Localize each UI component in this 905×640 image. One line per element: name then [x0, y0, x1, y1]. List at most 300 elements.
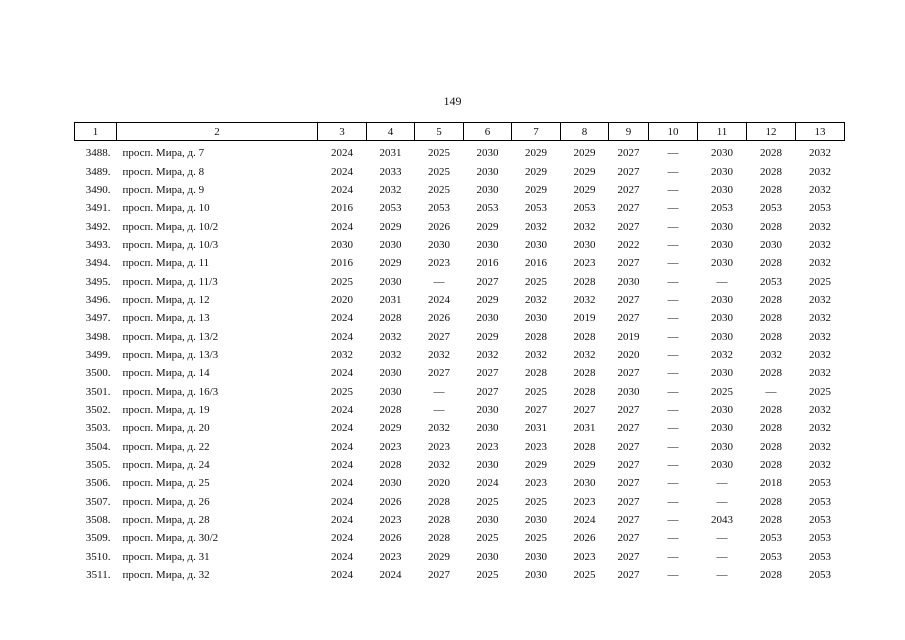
year-cell: 2029	[573, 183, 596, 196]
year-cell: 2024	[331, 183, 353, 196]
year-cell: —	[667, 440, 679, 453]
address-cell: просп. Мира, д. 19	[122, 403, 210, 416]
year-cell: —	[433, 275, 445, 288]
year-cell: 2032	[379, 348, 402, 361]
year-cell: —	[667, 477, 679, 490]
year-cell: 2027	[617, 422, 640, 435]
address-cell: просп. Мира, д. 16/3	[122, 385, 219, 398]
year-cell: 2028	[573, 330, 596, 343]
row-number: 3497.	[85, 312, 111, 325]
row-number: 3507.	[85, 495, 111, 508]
year-cell: 2029	[573, 459, 596, 472]
year-cell: 2030	[476, 312, 499, 325]
year-cell: —	[667, 385, 679, 398]
column-header-7: 7	[512, 123, 561, 141]
year-cell: 2030	[379, 275, 402, 288]
year-cell: 2043	[711, 514, 733, 527]
year-cell: 2025	[525, 495, 547, 508]
year-cell: 2028	[760, 495, 782, 508]
address-cell: просп. Мира, д. 10/2	[122, 220, 219, 233]
year-cell: 2027	[617, 257, 640, 270]
year-cell: 2053	[711, 202, 733, 215]
year-cell: 2032	[809, 293, 831, 306]
year-cell: 2053	[760, 550, 782, 563]
year-cell: 2032	[809, 257, 831, 270]
year-cell: 2024	[331, 220, 353, 233]
year-cell: 2020	[617, 348, 640, 361]
year-cell: 2029	[573, 147, 596, 160]
year-cell: 2029	[379, 422, 402, 435]
year-cell: 2030	[525, 569, 547, 582]
year-cell: 2032	[428, 459, 450, 472]
row-number: 3509.	[85, 532, 111, 545]
year-cell: —	[667, 330, 679, 343]
year-cell: 2032	[573, 293, 596, 306]
year-cell: 2024	[331, 459, 353, 472]
year-cell: 2025	[525, 532, 547, 545]
year-cell: 2028	[760, 422, 782, 435]
year-cell: 2027	[617, 165, 640, 178]
row-number: 3499.	[85, 348, 111, 361]
year-cell: 2028	[428, 514, 450, 527]
year-cell: 2025	[476, 532, 499, 545]
year-cell: —	[667, 532, 679, 545]
year-cell: 2030	[711, 422, 733, 435]
year-cell: 2027	[476, 367, 499, 380]
year-cell: 2016	[525, 257, 547, 270]
year-cell: 2030	[711, 257, 733, 270]
year-cell: 2028	[760, 403, 782, 416]
column-header-8: 8	[561, 123, 609, 141]
year-cell: 2030	[476, 183, 499, 196]
table-row	[75, 309, 845, 327]
year-cell: 2030	[760, 238, 782, 251]
address-cell: просп. Мира, д. 13/3	[122, 348, 219, 361]
year-cell: 2023	[573, 550, 596, 563]
year-cell: 2027	[617, 220, 640, 233]
address-cell: просп. Мира, д. 30/2	[122, 532, 219, 545]
year-cell: 2030	[525, 550, 547, 563]
year-cell: 2028	[760, 293, 782, 306]
row-number: 3488.	[85, 147, 111, 160]
year-cell: 2028	[760, 165, 782, 178]
year-cell: 2023	[525, 477, 547, 490]
address-cell: просп. Мира, д. 9	[122, 183, 205, 196]
year-cell: 2024	[331, 440, 353, 453]
table-row	[75, 272, 845, 290]
year-cell: 2030	[711, 330, 733, 343]
year-cell: 2025	[476, 569, 499, 582]
table-row	[75, 566, 845, 584]
year-cell: 2024	[331, 330, 353, 343]
year-cell: 2023	[525, 440, 547, 453]
table-body	[75, 141, 845, 585]
year-cell: 2032	[809, 348, 831, 361]
row-number: 3494.	[85, 257, 111, 270]
year-cell: 2029	[476, 220, 499, 233]
year-cell: 2024	[379, 569, 402, 582]
year-cell: 2023	[379, 440, 402, 453]
year-cell: 2025	[809, 385, 831, 398]
year-cell: 2029	[573, 165, 596, 178]
year-cell: 2027	[617, 514, 640, 527]
year-cell: 2030	[711, 459, 733, 472]
year-cell: 2026	[379, 495, 402, 508]
year-cell: 2028	[573, 367, 596, 380]
year-cell: 2029	[525, 459, 547, 472]
year-cell: 2024	[331, 514, 353, 527]
year-cell: 2053	[809, 495, 831, 508]
table-row	[75, 217, 845, 235]
year-cell: 2032	[809, 165, 831, 178]
row-number: 3510.	[85, 550, 111, 563]
year-cell: 2030	[476, 459, 499, 472]
year-cell: 2028	[760, 440, 782, 453]
year-cell: 2028	[760, 257, 782, 270]
year-cell: 2025	[331, 275, 353, 288]
year-cell: 2030	[573, 238, 596, 251]
year-cell: 2030	[476, 422, 499, 435]
year-cell: 2024	[331, 422, 353, 435]
year-cell: 2027	[617, 403, 640, 416]
year-cell: 2029	[379, 257, 402, 270]
year-cell: 2027	[617, 459, 640, 472]
year-cell: 2019	[573, 312, 596, 325]
year-cell: 2027	[617, 312, 640, 325]
year-cell: 2025	[331, 385, 353, 398]
year-cell: 2053	[525, 202, 547, 215]
row-number: 3493.	[85, 238, 111, 251]
year-cell: 2027	[476, 385, 499, 398]
year-cell: 2029	[428, 550, 450, 563]
column-header-9: 9	[609, 123, 649, 141]
year-cell: 2024	[331, 550, 353, 563]
year-cell: 2053	[379, 202, 402, 215]
year-cell: 2026	[428, 312, 450, 325]
year-cell: 2028	[379, 403, 402, 416]
year-cell: 2030	[711, 238, 733, 251]
row-number: 3505.	[85, 459, 111, 472]
row-number: 3506.	[85, 477, 111, 490]
year-cell: 2032	[428, 348, 450, 361]
year-cell: 2028	[525, 367, 547, 380]
year-cell: 2030	[525, 312, 547, 325]
year-cell: 2016	[331, 257, 353, 270]
year-cell: 2032	[809, 440, 831, 453]
year-cell: 2030	[476, 403, 499, 416]
year-cell: 2024	[331, 569, 353, 582]
address-cell: просп. Мира, д. 32	[122, 569, 210, 582]
column-header-11: 11	[698, 123, 747, 141]
year-cell: 2028	[760, 147, 782, 160]
year-cell: 2028	[428, 495, 450, 508]
year-cell: 2025	[525, 385, 547, 398]
address-cell: просп. Мира, д. 13	[122, 312, 210, 325]
year-cell: 2027	[617, 367, 640, 380]
year-cell: 2030	[711, 293, 733, 306]
row-number: 3495.	[85, 275, 111, 288]
year-cell: —	[667, 165, 679, 178]
year-cell: 2053	[428, 202, 450, 215]
year-cell: 2030	[476, 550, 499, 563]
year-cell: 2024	[331, 495, 353, 508]
year-cell: 2028	[760, 514, 782, 527]
table-row	[75, 511, 845, 529]
year-cell: —	[667, 422, 679, 435]
year-cell: —	[433, 385, 445, 398]
year-cell: 2023	[379, 550, 402, 563]
address-cell: просп. Мира, д. 11	[122, 257, 210, 270]
address-cell: просп. Мира, д. 22	[122, 440, 210, 453]
year-cell: 2032	[525, 293, 547, 306]
year-cell: 2027	[617, 440, 640, 453]
year-cell: 2032	[711, 348, 733, 361]
year-cell: 2027	[617, 183, 640, 196]
year-cell: 2027	[617, 477, 640, 490]
year-cell: 2020	[331, 293, 353, 306]
row-number: 3502.	[85, 403, 111, 416]
year-cell: 2019	[617, 330, 640, 343]
year-cell: 2025	[428, 183, 450, 196]
year-cell: 2030	[711, 147, 733, 160]
year-cell: 2053	[809, 514, 831, 527]
year-cell: 2028	[379, 459, 402, 472]
year-cell: 2032	[573, 220, 596, 233]
year-cell: 2030	[379, 385, 402, 398]
column-header-1: 1	[75, 123, 117, 141]
year-cell: 2023	[428, 257, 450, 270]
address-cell: просп. Мира, д. 14	[122, 367, 210, 380]
year-cell: 2032	[573, 348, 596, 361]
column-header-3: 3	[318, 123, 367, 141]
year-cell: —	[716, 532, 728, 545]
year-cell: 2028	[760, 220, 782, 233]
year-cell: 2027	[428, 569, 450, 582]
year-cell: 2020	[428, 477, 450, 490]
address-cell: просп. Мира, д. 28	[122, 514, 210, 527]
year-cell: 2032	[525, 348, 547, 361]
row-number: 3500.	[85, 367, 111, 380]
year-cell: 2030	[711, 312, 733, 325]
year-cell: —	[667, 495, 679, 508]
year-cell: 2028	[428, 532, 450, 545]
year-cell: 2027	[617, 293, 640, 306]
year-cell: —	[667, 569, 679, 582]
year-cell: 2023	[573, 495, 596, 508]
year-cell: 2032	[809, 220, 831, 233]
address-cell: просп. Мира, д. 10/3	[122, 238, 219, 251]
row-number: 3508.	[85, 514, 111, 527]
year-cell: 2025	[573, 569, 596, 582]
year-cell: 2028	[379, 312, 402, 325]
year-cell: 2025	[711, 385, 733, 398]
year-cell: 2028	[573, 275, 596, 288]
year-cell: 2025	[809, 275, 831, 288]
year-cell: 2053	[573, 202, 596, 215]
year-cell: 2026	[428, 220, 450, 233]
table-row	[75, 401, 845, 419]
table-row	[75, 456, 845, 474]
year-cell: 2030	[711, 165, 733, 178]
table-row	[75, 474, 845, 492]
year-cell: —	[667, 275, 679, 288]
year-cell: 2028	[760, 459, 782, 472]
year-cell: 2028	[573, 440, 596, 453]
year-cell: 2024	[428, 293, 450, 306]
year-cell: —	[716, 477, 728, 490]
year-cell: 2030	[476, 165, 499, 178]
table-row	[75, 346, 845, 364]
year-cell: 2032	[809, 459, 831, 472]
row-number: 3489.	[85, 165, 111, 178]
address-cell: просп. Мира, д. 31	[122, 550, 210, 563]
year-cell: 2030	[379, 367, 402, 380]
year-cell: 2030	[711, 440, 733, 453]
year-cell: —	[667, 514, 679, 527]
year-cell: 2023	[428, 440, 450, 453]
year-cell: 2029	[525, 183, 547, 196]
page-number: 149	[443, 94, 462, 108]
year-cell: 2025	[525, 275, 547, 288]
year-cell: 2028	[760, 367, 782, 380]
year-cell: 2030	[525, 238, 547, 251]
year-cell: 2032	[525, 220, 547, 233]
year-cell: 2031	[379, 147, 402, 160]
year-cell: 2030	[331, 238, 353, 251]
year-cell: 2053	[760, 275, 782, 288]
year-cell: 2029	[525, 147, 547, 160]
year-cell: 2053	[809, 550, 831, 563]
year-cell: 2053	[760, 202, 782, 215]
table-row	[75, 236, 845, 254]
table-row	[75, 419, 845, 437]
table-row	[75, 162, 845, 180]
year-cell: 2027	[617, 202, 640, 215]
year-cell: 2030	[573, 477, 596, 490]
year-cell: 2053	[809, 477, 831, 490]
year-cell: —	[667, 257, 679, 270]
year-cell: 2027	[617, 532, 640, 545]
column-header-2: 2	[117, 123, 318, 141]
row-number: 3492.	[85, 220, 111, 233]
year-cell: 2028	[760, 569, 782, 582]
year-cell: 2053	[809, 532, 831, 545]
schedule-table	[74, 122, 845, 584]
year-cell: —	[716, 569, 728, 582]
year-cell: 2033	[379, 165, 402, 178]
year-cell: 2030	[379, 238, 402, 251]
row-number: 3496.	[85, 293, 111, 306]
year-cell: 2032	[476, 348, 499, 361]
year-cell: 2025	[476, 495, 499, 508]
year-cell: 2031	[573, 422, 596, 435]
year-cell: 2024	[331, 165, 353, 178]
table-row	[75, 327, 845, 345]
year-cell: —	[667, 403, 679, 416]
year-cell: 2053	[809, 202, 831, 215]
year-cell: 2030	[476, 514, 499, 527]
year-cell: 2026	[573, 532, 596, 545]
year-cell: 2029	[379, 220, 402, 233]
address-cell: просп. Мира, д. 12	[122, 293, 210, 306]
year-cell: 2030	[379, 477, 402, 490]
year-cell: 2030	[711, 220, 733, 233]
table-row	[75, 254, 845, 272]
year-cell: 2032	[809, 403, 831, 416]
year-cell: 2053	[760, 532, 782, 545]
year-cell: 2028	[573, 385, 596, 398]
table-row	[75, 141, 845, 163]
address-cell: просп. Мира, д. 10	[122, 202, 210, 215]
year-cell: 2028	[525, 330, 547, 343]
year-cell: 2032	[428, 422, 450, 435]
year-cell: 2027	[617, 550, 640, 563]
table-row	[75, 529, 845, 547]
year-cell: 2030	[428, 238, 450, 251]
table-row	[75, 438, 845, 456]
year-cell: 2029	[476, 330, 499, 343]
address-cell: просп. Мира, д. 11/3	[122, 275, 218, 288]
year-cell: 2031	[379, 293, 402, 306]
year-cell: 2024	[331, 367, 353, 380]
year-cell: 2030	[476, 147, 499, 160]
address-cell: просп. Мира, д. 8	[122, 165, 205, 178]
address-cell: просп. Мира, д. 13/2	[122, 330, 219, 343]
year-cell: —	[667, 220, 679, 233]
year-cell: 2032	[760, 348, 782, 361]
year-cell: 2032	[809, 312, 831, 325]
year-cell: 2028	[760, 183, 782, 196]
year-cell: —	[716, 495, 728, 508]
year-cell: 2023	[379, 514, 402, 527]
year-cell: —	[716, 550, 728, 563]
year-cell: —	[667, 293, 679, 306]
column-header-10: 10	[649, 123, 698, 141]
year-cell: 2032	[809, 238, 831, 251]
year-cell: 2030	[617, 385, 640, 398]
year-cell: 2030	[711, 183, 733, 196]
year-cell: 2028	[760, 330, 782, 343]
year-cell: 2032	[809, 330, 831, 343]
year-cell: 2026	[379, 532, 402, 545]
year-cell: 2032	[809, 367, 831, 380]
address-cell: просп. Мира, д. 24	[122, 459, 210, 472]
year-cell: —	[667, 238, 679, 251]
year-cell: 2032	[379, 330, 402, 343]
year-cell: 2032	[809, 147, 831, 160]
row-number: 3504.	[85, 440, 111, 453]
year-cell: 2027	[428, 367, 450, 380]
year-cell: 2031	[525, 422, 547, 435]
row-number: 3503.	[85, 422, 111, 435]
year-cell: 2028	[760, 312, 782, 325]
year-cell: 2053	[809, 569, 831, 582]
address-cell: просп. Мира, д. 25	[122, 477, 210, 490]
year-cell: 2024	[331, 147, 353, 160]
table-row	[75, 364, 845, 382]
year-cell: —	[765, 385, 777, 398]
year-cell: 2027	[617, 569, 640, 582]
year-cell: —	[433, 403, 445, 416]
year-cell: 2027	[428, 330, 450, 343]
year-cell: 2030	[476, 238, 499, 251]
column-header-5: 5	[415, 123, 464, 141]
year-cell: 2024	[331, 312, 353, 325]
row-number: 3501.	[85, 385, 111, 398]
table-row	[75, 291, 845, 309]
year-cell: 2018	[760, 477, 782, 490]
year-cell: 2029	[525, 165, 547, 178]
